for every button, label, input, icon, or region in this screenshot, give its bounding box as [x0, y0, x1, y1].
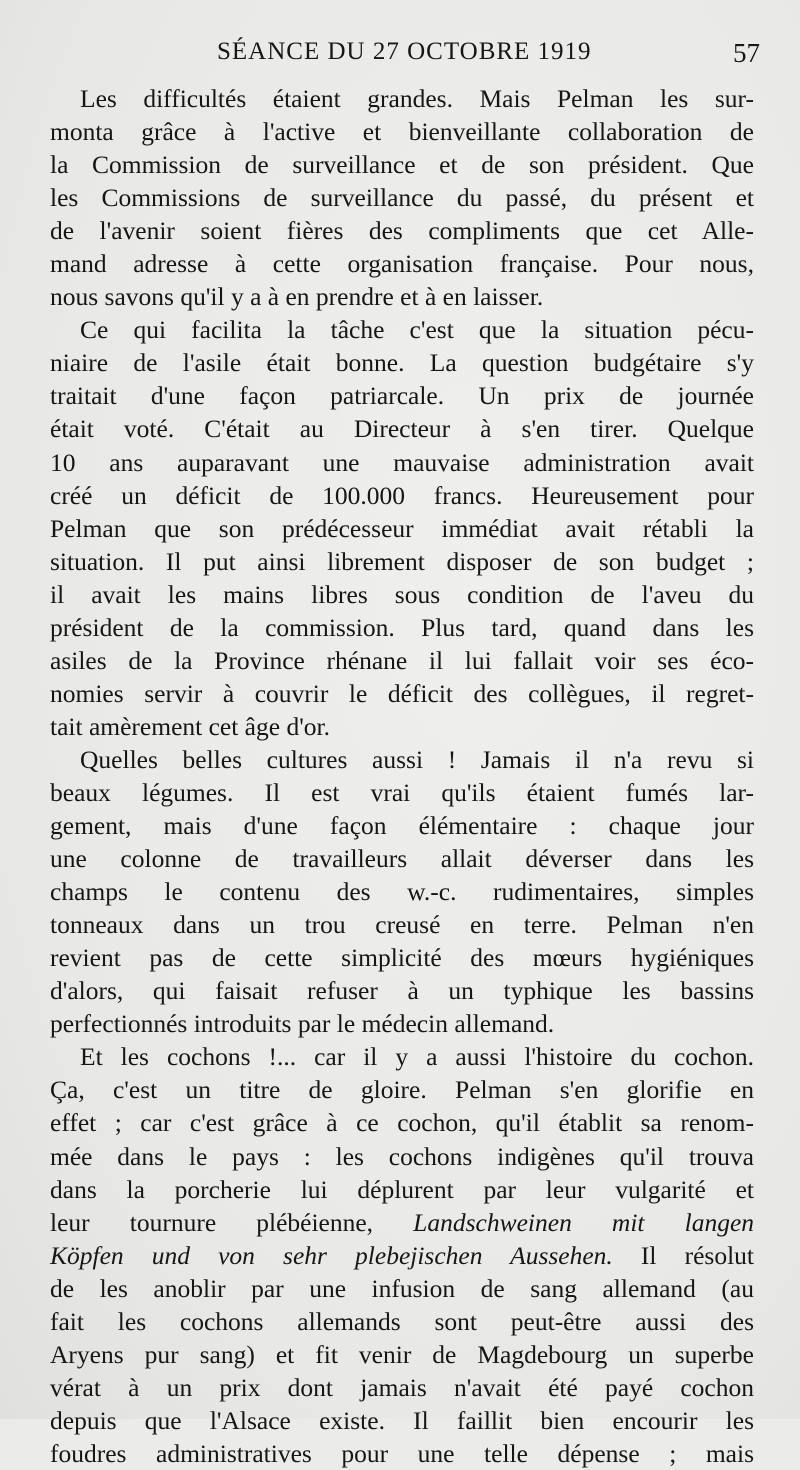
text-line: effet ; car c'est grâce à ce cochon, qu'il établit sa renom-	[50, 1108, 754, 1138]
text-line: depuis que l'Alsace existe. Il faillit bien encourir les	[50, 1405, 754, 1435]
text-line: beaux légumes. Il est vrai qu'ils étaient fumés lar-	[50, 777, 754, 807]
text-line	[50, 1206, 754, 1239]
text-line: mée dans le pays : les cochons indigènes qu'il trouva	[50, 1141, 754, 1171]
text-line: président de la commission. Plus tard, quand dans les	[50, 612, 754, 642]
text-line: il avait les mains libres sous condition de l'aveu du	[50, 579, 754, 609]
text-line: créé un déficit de 100.000 francs. Heureusement pour	[50, 480, 754, 510]
page-number: 57	[733, 38, 760, 68]
text-line: une colonne de travailleurs allait déverser dans les	[50, 844, 754, 874]
text-line	[50, 1239, 754, 1272]
text-line: tait amèrement cet âge d'or.	[50, 711, 331, 741]
text-line: Pelman que son prédécesseur immédiat avait rétabli la	[50, 513, 754, 543]
text-line: Et les cochons !... car il y a aussi l'histoire du cochon.	[80, 1042, 754, 1072]
text-line: Aryens pur sang) et fit venir de Magdebourg un superbe	[50, 1339, 754, 1369]
text-line: Quelles belles cultures aussi ! Jamais il n'a revu si	[80, 744, 754, 774]
text-line: Ce qui facilita la tâche c'est que la situation pécu-	[80, 315, 754, 345]
text-segment: Il résolut	[640, 1240, 754, 1270]
text-line: gement, mais d'une façon élémentaire : chaque jour	[50, 811, 754, 841]
text-line: tonneaux dans un trou creusé en terre. Pelman n'en	[50, 910, 754, 940]
german-quote: Landschweinen mit langen	[413, 1207, 755, 1237]
running-head	[52, 38, 760, 78]
text-line: monta grâce à l'active et bienveillante collaboration de	[50, 117, 754, 147]
text-line: perfectionnés introduits par le médecin allemand.	[50, 1009, 555, 1039]
text-line: la Commission de surveillance et de son président. Que	[50, 150, 754, 180]
text-line: vérat à un prix dont jamais n'avait été payé cochon	[50, 1372, 754, 1402]
text-line: champs le contenu des w.-c. rudimentaires, simples	[50, 877, 754, 907]
text-line: les Commissions de surveillance du passé, du présent et	[50, 183, 754, 213]
body-text	[50, 82, 754, 1470]
text-line: dans la porcherie lui déplurent par leur vulgarité et	[50, 1174, 754, 1204]
text-line: situation. Il put ainsi librement disposer de son budget ;	[50, 546, 754, 576]
text-line: nomies servir à couvrir le déficit des collègues, il regret-	[50, 678, 754, 708]
text-line: 10 ans auparavant une mauvaise administration avait	[50, 447, 754, 477]
german-quote: Köpfen und von sehr plebejischen Aussehen.	[50, 1240, 613, 1270]
text-line: était voté. C'était au Directeur à s'en tirer. Quelque	[50, 414, 754, 444]
text-line: foudres administratives pour une telle dépense ; mais	[50, 1438, 754, 1468]
text-line: niaire de l'asile était bonne. La question budgétaire s'y	[50, 348, 754, 378]
text-line: fait les cochons allemands sont peut-être aussi des	[50, 1306, 754, 1336]
running-title: SÉANCE DU 27 OCTOBRE 1919	[217, 38, 592, 65]
text-line: Ça, c'est un titre de gloire. Pelman s'en glorifie en	[50, 1075, 754, 1105]
text-line: asiles de la Province rhénane il lui fallait voir ses éco-	[50, 645, 754, 675]
text-line: Les difficultés étaient grandes. Mais Pelman les sur-	[80, 84, 754, 113]
text-line: nous savons qu'il y a à en prendre et à en laisser.	[50, 282, 544, 312]
text-line: de les anoblir par une infusion de sang allemand (au	[50, 1273, 754, 1303]
text-line: traitait d'une façon patriarcale. Un prix de journée	[50, 381, 754, 411]
text-segment: leur tournure plébéienne,	[50, 1207, 374, 1237]
text-line: mand adresse à cette organisation française. Pour nous,	[50, 249, 754, 279]
text-line: d'alors, qui faisait refuser à un typhique les bassins	[50, 976, 754, 1006]
text-line: revient pas de cette simplicité des mœurs hygiéniques	[50, 943, 754, 973]
text-line: de l'avenir soient fières des compliments que cet Alle-	[50, 216, 754, 246]
